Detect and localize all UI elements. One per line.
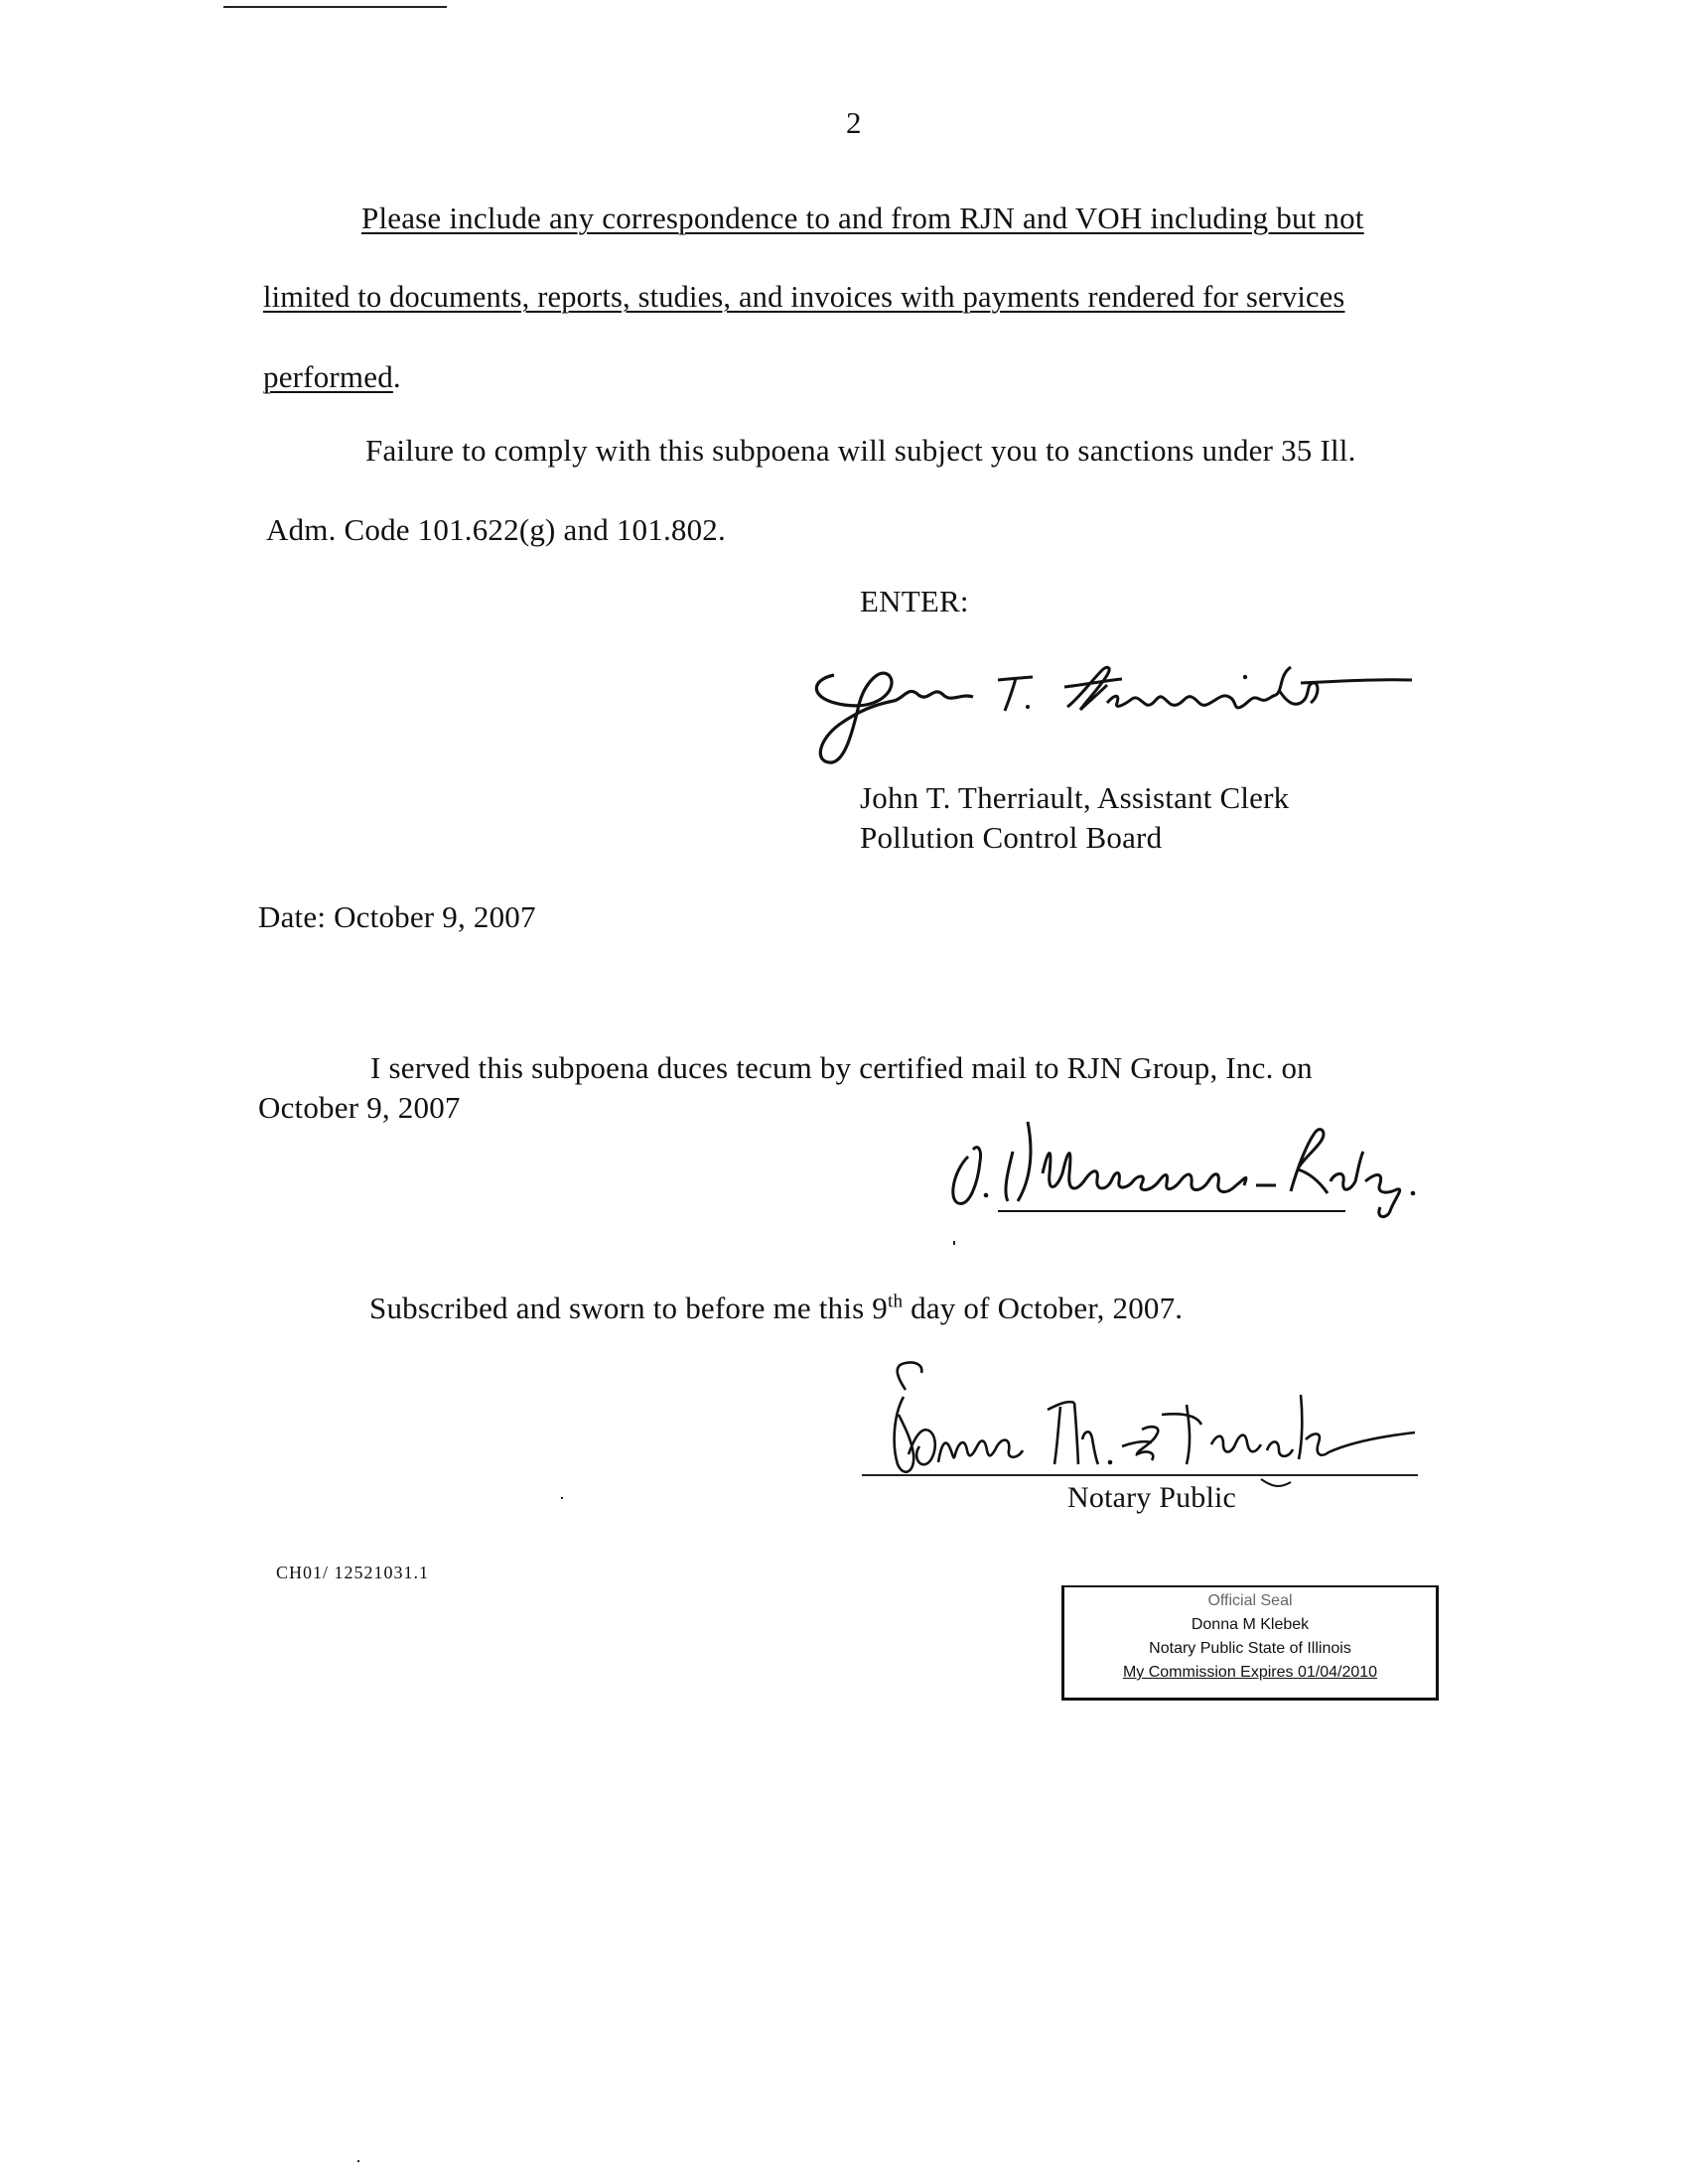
- seal-line-2: Donna M Klebek: [1191, 1616, 1310, 1633]
- server-signature: [938, 1112, 1435, 1221]
- scan-speck-3: [357, 2160, 359, 2162]
- document-id: CH01/ 12521031.1: [276, 1563, 430, 1582]
- seal-line-1: Official Seal: [1207, 1592, 1293, 1609]
- request-line-3-text: performed: [263, 359, 393, 394]
- request-line-3: [263, 359, 401, 395]
- sanction-line-2: Adm. Code 101.622(g) and 101.802.: [266, 512, 726, 547]
- clerk-name-title: John T. Therriault, Assistant Clerk: [860, 780, 1290, 815]
- service-line-2: October 9, 2007: [258, 1090, 461, 1125]
- request-line-2: limited to documents, reports, studies, and invoices with payments rendered for services: [263, 280, 1345, 314]
- clerk-board: Pollution Control Board: [860, 820, 1163, 855]
- sworn-statement: [369, 1291, 1183, 1326]
- sworn-before: Subscribed and sworn to before me this 9: [369, 1291, 888, 1325]
- service-line-1: I served this subpoena duces tecum by certified mail to RJN Group, Inc. on: [370, 1050, 1313, 1085]
- date-line: Date: October 9, 2007: [258, 899, 536, 934]
- notary-label: Notary Public: [1067, 1481, 1237, 1514]
- sworn-ordinal: th: [887, 1291, 904, 1312]
- notary-signature-line: [862, 1474, 1418, 1476]
- top-edge-line: [223, 6, 447, 8]
- page-number: 2: [846, 105, 862, 140]
- enter-label: ENTER:: [860, 584, 969, 618]
- sworn-after: day of October, 2007.: [903, 1291, 1184, 1325]
- sanction-line-1: Failure to comply with this subpoena will subject you to sanctions under 35 Ill.: [365, 433, 1356, 468]
- scan-speck-2: [561, 1497, 563, 1499]
- scan-speck-1: [953, 1241, 955, 1245]
- seal-line-4: My Commission Expires 01/04/2010: [1122, 1664, 1378, 1681]
- clerk-signature: [804, 645, 1420, 774]
- request-line-1: Please include any correspondence to and from RJN and VOH including but not: [361, 201, 1364, 235]
- request-line-3-period: .: [392, 359, 401, 394]
- notary-seal-stamp: [1061, 1585, 1439, 1701]
- seal-line-3: Notary Public State of Illinois: [1149, 1640, 1351, 1657]
